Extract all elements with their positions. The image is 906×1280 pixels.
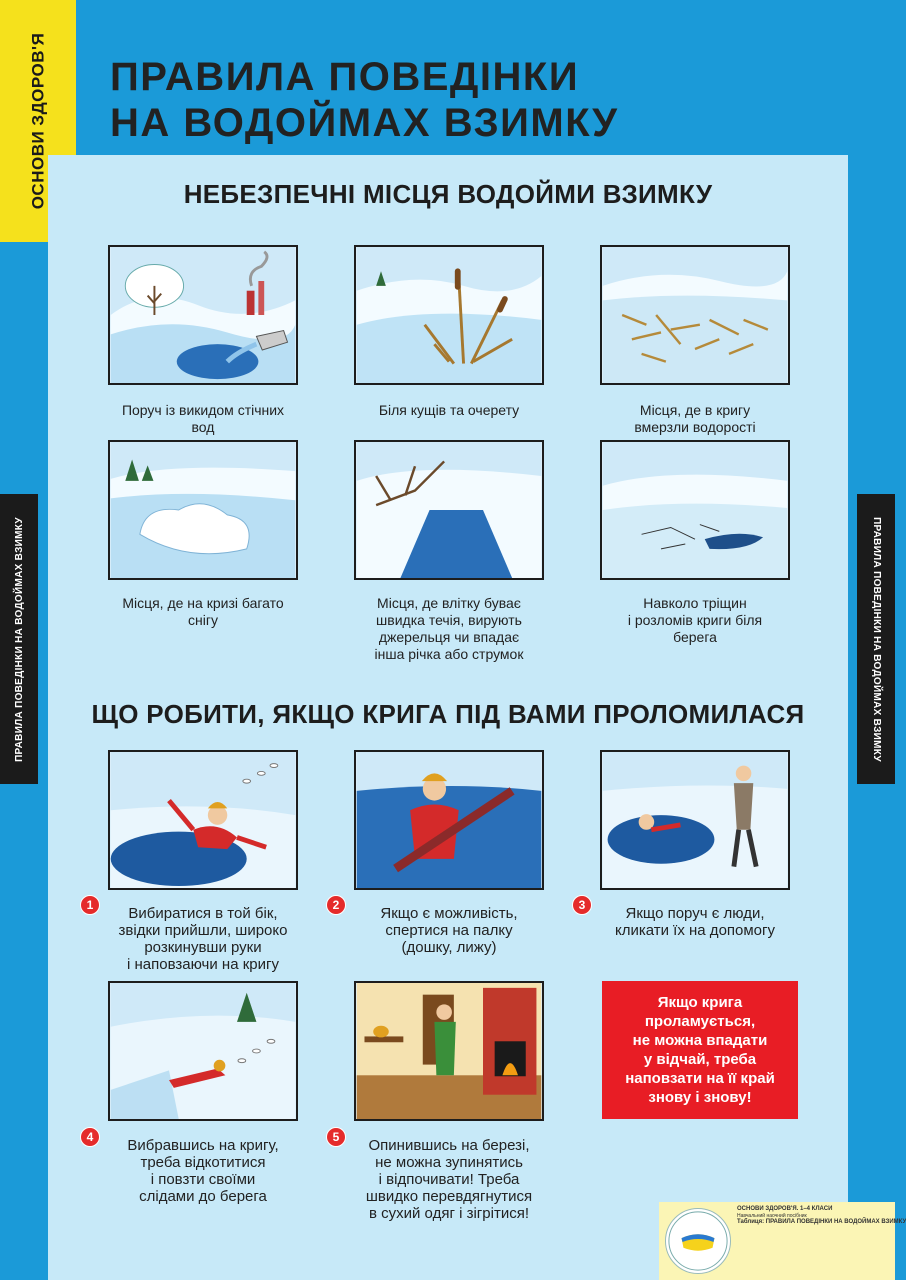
illustration-bushes-reeds <box>354 245 544 385</box>
illustration-step-3 <box>600 750 790 890</box>
illustration-step-4 <box>108 981 298 1121</box>
section1-heading: НЕБЕЗПЕЧНІ МІСЦЯ ВОДОЙМИ ВЗИМКУ <box>183 179 713 209</box>
illustration-current <box>354 440 544 580</box>
caption-snow: Місця, де на кризі багато снігу <box>122 595 284 628</box>
caption-step-3: Якщо поруч є люди, кликати їх на допомогу <box>615 905 775 939</box>
page-title: ПРАВИЛА ПОВЕДІНКИ НА ВОДОЙМАХ ВЗИМКУ <box>110 55 619 145</box>
vertical-label-right: ПРАВИЛА ПОВЕДІНКИ НА ВОДОЙМАХ ВЗИМКУ <box>857 494 895 784</box>
illustration-step-1 <box>108 750 298 890</box>
illustration-step-5 <box>354 981 544 1121</box>
step-number-badge: 1 <box>80 895 100 915</box>
caption-step-1: Вибиратися в той бік, звідки прийшли, широко розкинувши руки і наповзаючи на кригу <box>118 905 288 973</box>
step-number-badge: 5 <box>326 1127 346 1147</box>
illustration-cracks <box>600 440 790 580</box>
side-label: ОСНОВИ ЗДОРОВ'Я <box>28 32 47 210</box>
section2-heading: ЩО РОБИТИ, ЯКЩО КРИГА ПІД ВАМИ ПРОЛОМИЛАСЯ <box>91 699 805 729</box>
warning-box: Якщо крига проламується, не можна впадати у відчай, треба наповзати на її край знову і знову! <box>602 981 798 1119</box>
caption-algae: Місця, де в кригу вмерзли водорості <box>634 402 756 435</box>
step-number-badge: 3 <box>572 895 592 915</box>
step-number-badge: 4 <box>80 1127 100 1147</box>
publisher-imprint: ОСНОВИ ЗДОРОВ'Я. 1–4 КЛАСИ Навчальний наочний посібник Таблиця: ПРАВИЛА ПОВЕДІНКИ НА ВОДОЙМАХ ВЗИМКУ <box>659 1202 895 1280</box>
caption-cracks: Навколо тріщин і розломів криги біля берега <box>627 595 763 645</box>
illustration-snow-on-ice <box>108 440 298 580</box>
illustration-sewage-outflow <box>108 245 298 385</box>
caption-sewage: Поруч із викидом стічних вод <box>121 402 285 435</box>
publisher-logo-icon <box>665 1208 731 1274</box>
illustration-step-2 <box>354 750 544 890</box>
caption-current: Місця, де влітку буває швидка течія, вирують джерельця чи впадає інша річка або струмок <box>374 595 524 662</box>
step-number-badge: 2 <box>326 895 346 915</box>
caption-step-2: Якщо є можливість, спертися на палку (дошку, лижу) <box>380 905 518 956</box>
illustration-frozen-algae <box>600 245 790 385</box>
caption-bushes: Біля кущів та очерету <box>378 402 520 418</box>
caption-step-5: Опинившись на березі, не можна зупинятись і відпочивати! Треба швидко перевдягнутися в сухий одяг і зігрітися! <box>365 1137 533 1222</box>
vertical-label-left: ПРАВИЛА ПОВЕДІНКИ НА ВОДОЙМАХ ВЗИМКУ <box>0 494 38 784</box>
content-panel <box>48 155 848 1280</box>
caption-step-4: Вибравшись на кригу, треба відкотитися і повзти своїми слідами до берега <box>127 1137 279 1205</box>
